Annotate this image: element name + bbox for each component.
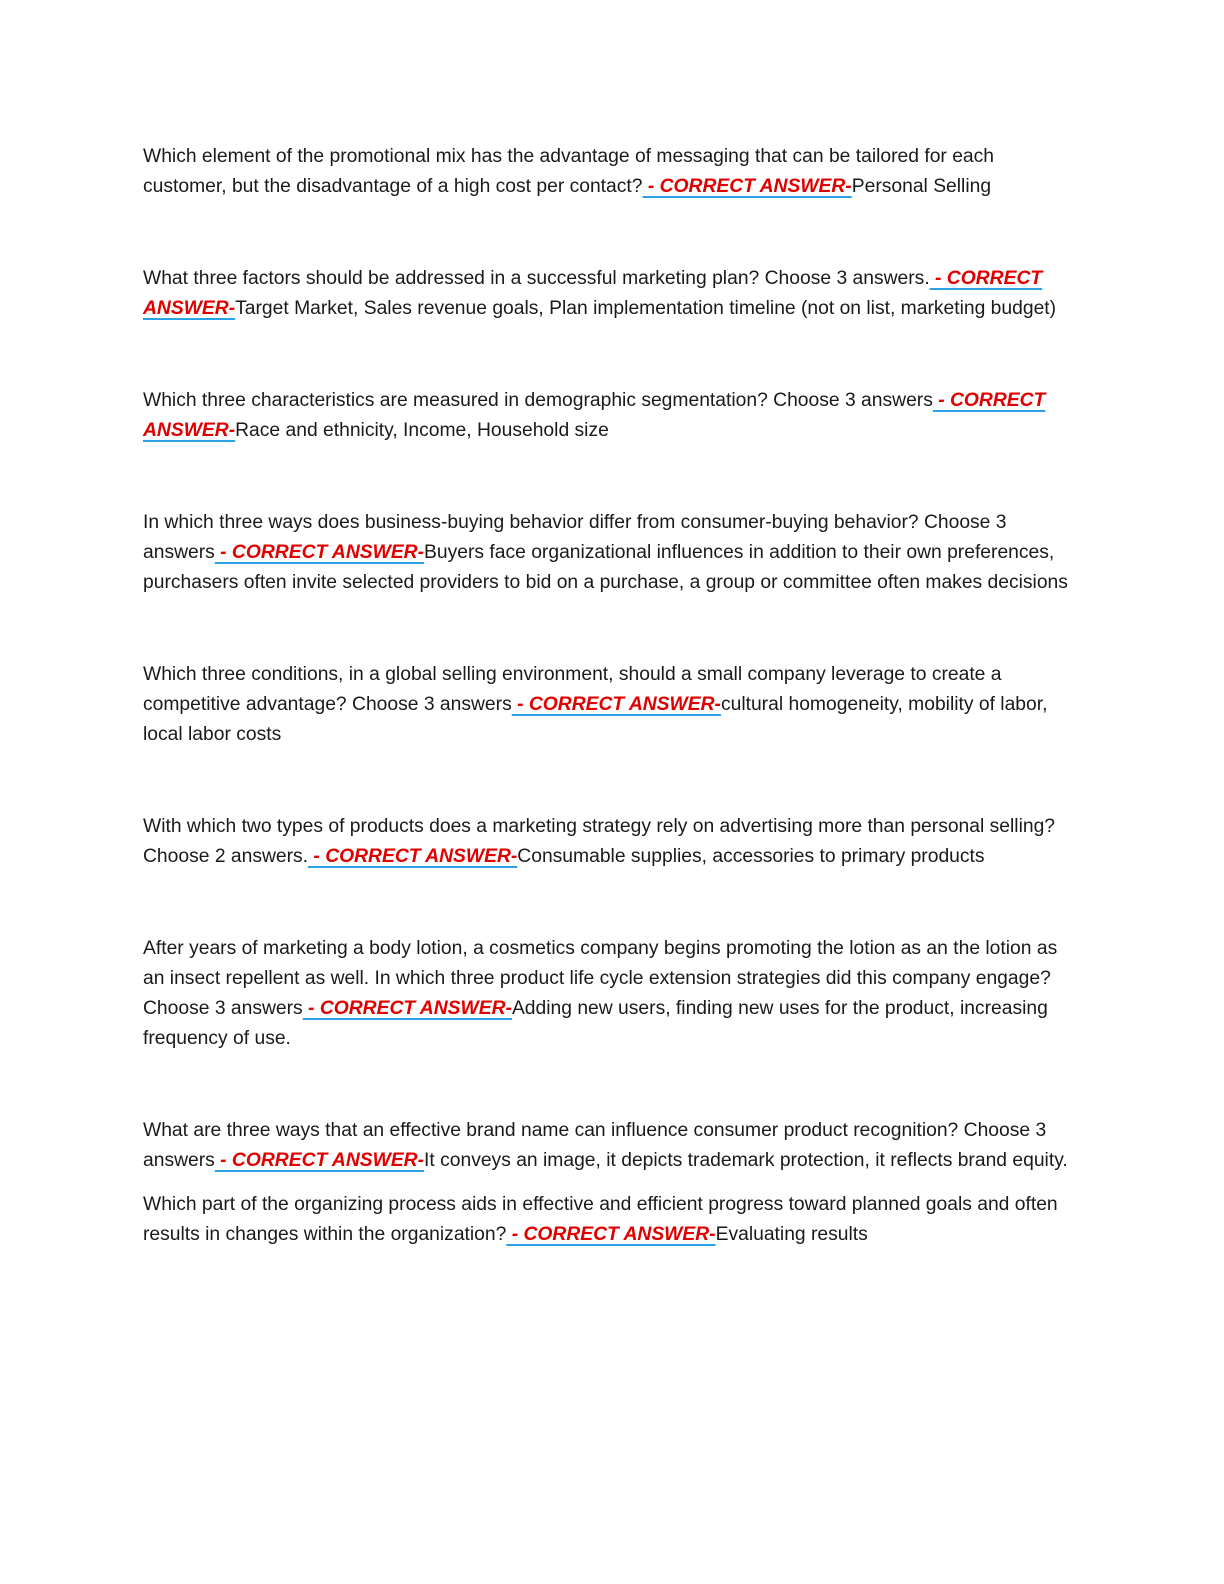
qa-item-1 [143,142,1073,202]
correct-answer-marker: - CORRECT ANSWER- [143,268,1043,319]
correct-answer-marker: - CORRECT ANSWER- [506,1224,716,1245]
correct-answer-marker: - CORRECT ANSWER- [511,694,721,715]
correct-answer-marker: - CORRECT ANSWER- [308,846,518,867]
correct-answer-marker: - CORRECT ANSWER- [214,542,425,563]
qa-item-3 [143,386,1073,446]
correct-answer-marker: - CORRECT ANSWER- [642,176,852,197]
question-text: With which two types of products does a marketing strategy rely on advertising more than personal selling? Choose 2 answers. [143,816,1056,867]
question-text: After years of marketing a body lotion, a cosmetics company begins promoting the lotion as an the lotion as an insect repellent as well. In which three product life cycle extension strategies did this company engage? Choose 3 answers [143,938,1058,1019]
document-page [143,142,1073,1250]
qa-item-7 [143,934,1073,1054]
question-text: Which three characteristics are measured in demographic segmentation? Choose 3 answers [143,390,933,411]
correct-answer-marker: - CORRECT ANSWER- [143,390,1046,441]
answer-text: Adding new users, finding new uses for the product, increasing frequency of use. [143,998,1048,1049]
question-text: Which element of the promotional mix has the advantage of messaging that can be tailored for each customer, but the disadvantage of a high cost per contact? [143,146,995,197]
question-text: Which part of the organizing process aids in effective and efficient progress toward planned goals and often results in changes within the organization? [143,1194,1058,1245]
answer-text: Consumable supplies, accessories to primary products [517,846,985,867]
answer-text: cultural homogeneity, mobility of labor, local labor costs [143,694,1048,745]
question-text: What are three ways that an effective brand name can influence consumer product recognition? Choose 3 answers [143,1120,1047,1171]
qa-item-9 [143,1190,1073,1250]
qa-item-2 [143,264,1073,324]
question-text: What three factors should be addressed in a successful marketing plan? Choose 3 answers. [143,268,930,289]
question-text: In which three ways does business-buying behavior differ from consumer-buying behavior? Choose 3 answers [143,512,1007,563]
qa-item-6 [143,812,1073,872]
answer-text: Buyers face organizational influences in addition to their own preferences, purchasers often invite selected providers to bid on a purchase, a group or committee often makes decisions [143,542,1068,593]
answer-text: Evaluating results [715,1224,868,1245]
correct-answer-marker: - CORRECT ANSWER- [302,998,512,1019]
qa-item-8 [143,1116,1073,1176]
answer-text: Target Market, Sales revenue goals, Plan implementation timeline (not on list, marketing budget) [235,298,1057,319]
answer-text: Race and ethnicity, Income, Household size [235,420,609,441]
question-text: Which three conditions, in a global selling environment, should a small company leverage to create a competitive advantage? Choose 3 answers [143,664,1002,715]
correct-answer-marker: - CORRECT ANSWER- [214,1150,425,1171]
answer-text: It conveys an image, it depicts trademark protection, it reflects brand equity. [424,1150,1068,1171]
qa-item-5 [143,660,1073,750]
answer-text: Personal Selling [851,176,992,197]
qa-item-4 [143,508,1073,598]
